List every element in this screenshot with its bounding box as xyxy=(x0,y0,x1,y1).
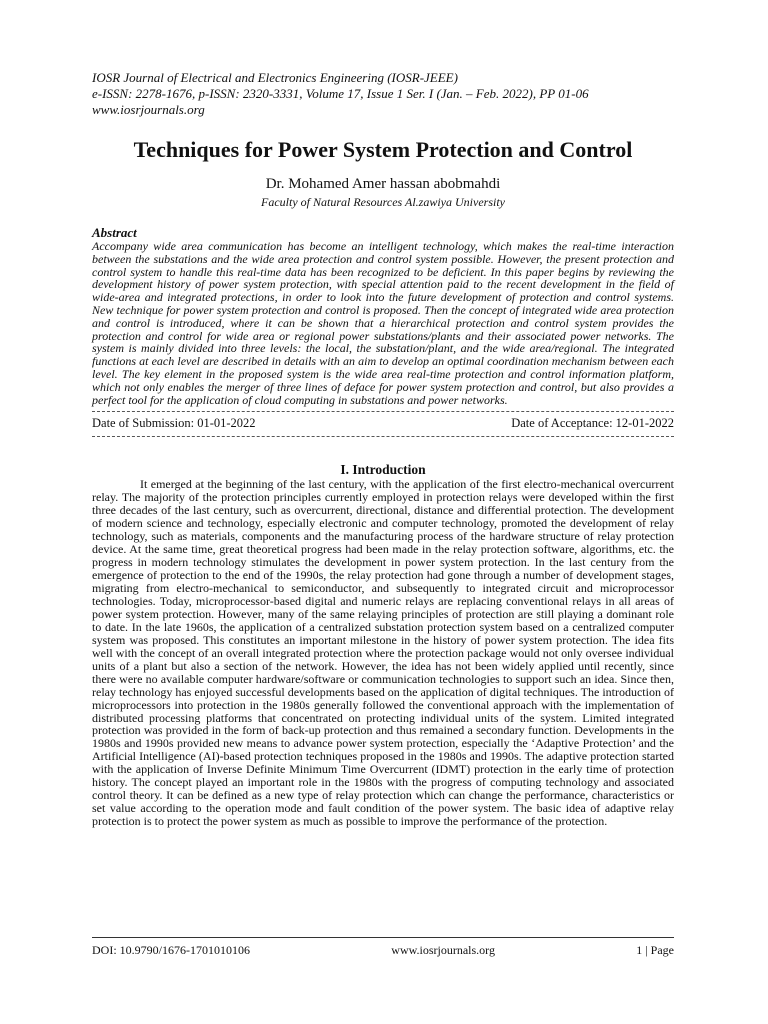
dashed-divider xyxy=(92,411,674,412)
journal-header xyxy=(92,70,674,118)
abstract-heading: Abstract xyxy=(92,225,137,240)
section-heading: I. Introduction xyxy=(340,462,426,478)
submission-date: Date of Submission: 01-01-2022 xyxy=(92,416,256,431)
journal-website[interactable]: www.iosrjournals.org xyxy=(92,102,205,117)
footer-page-number: 1 | Page xyxy=(636,943,674,957)
dashed-divider xyxy=(92,436,674,437)
footer-website[interactable]: www.iosrjournals.org xyxy=(391,943,495,957)
abstract-text: Accompany wide area communication has become an intelligent technology, which makes the real-time interaction between the substations and the wide area protection and control system possible. However, the present protection and control system to handle this real-time data has been recognized to be deficient. In this paper begins by reviewing the development history of power system protection, with special attention paid to the recent development in the field of wide-area and integrated protections, in order to look into the future development of protection and control systems. New technique for power system protection and control is proposed. Then the concept of integrated wide area protection and control is introduced, where it can be shown that a hierarchical protection and control system provides the protection and control for wide area or regional power substations/plants and their associated power networks. The system is mainly divided into three levels: the local, the substation/plant, and the wide area/regional. The integrated functions at each level are described in details with an aim to develop an optimal coordination mechanism between each level. The key element in the proposed system is the wide area real-time protection and control information platform, which not only enables the merger of three lines of deface for power system protection and control, but also provides a perfect tool for the application of cloud computing in substations and power networks. xyxy=(92,239,674,407)
introduction-section xyxy=(92,462,674,828)
author-affiliation: Faculty of Natural Resources Al.zawiya University xyxy=(261,195,505,209)
acceptance-date: Date of Acceptance: 12-01-2022 xyxy=(511,416,674,431)
introduction-paragraph: It emerged at the beginning of the last century, with the application of the first electro-mechanical overcurrent relay. The majority of the protection principles currently employed in protection relays were developed within the first three decades of the last century, such as overcurrent, directional, distance and differential protection. The development of modern science and technology, especially electronic and computer technology, promoted the development of relay technology, such as materials, components and the manufacturing process of the hardware structure of relay protection device. At the same time, great theoretical progress had been made in the relay protection software, algorithms, etc. the progress in modern technology stimulates the development in power system protection. In the last century from the emergence of protection to the end of the 1990s, the relay protection had gone through a number of development stages, migrating from electro-mechanical to semiconductor, and subsequently to integrated circuit and microprocessor technologies. Today, microprocessor-based digital and numeric relays are replacing conventional relays in all areas of power system protection. However, many of the same relaying principles of protection are still playing a dominant role to date. In the late 1960s, the application of a centralized substation protection system based on a centralized computer system was proposed. This constitutes an important milestone in the history of power system protection. The idea fits well with the concept of an overall integrated protection where the protection package would not only oversee individual units of a plant but also a section of the network. However, the idea has not been widely applied until recently, since there were no available computer hardware/software or communication technologies to support such an idea. Since then, relay technology has enjoyed successful developments based on the application of digital techniques. The introduction of microprocessors into protection in the 1980s generally followed the conventional approach with the implementation of distributed processing platforms that concentrated on protecting individual units of the system. Limited integrated protection was provided in the form of back-up protection and thus remained a secondary function. Developments in the 1980s and 1990s provided new means to advance power system protection, especially the ‘Adaptive Protection’ and the Artificial Intelligence (AI)-based protection techniques proposed in the 1980s and 1990s. The adaptive protection started with the application of Inverse Definite Minimum Time Overcurrent (IDMT) protection in the early time of protection history. The concept played an important role in the 1980s with the progress of computing technology and associated control theory. It can be defined as a new type of relay protection which can change the performance, characteristics or set value according to the operation mode and fault condition of the power system. The basic idea of adaptive relay protection is to protect the power system as much as possible to improve the performance of the protection. xyxy=(92,477,674,829)
paper-title: Techniques for Power System Protection and Control xyxy=(133,137,633,162)
page-footer xyxy=(92,937,674,957)
journal-title: IOSR Journal of Electrical and Electronics Engineering (IOSR-JEEE) xyxy=(92,70,458,85)
abstract-section xyxy=(92,226,674,406)
issn-line: e-ISSN: 2278-1676, p-ISSN: 2320-3331, Volume 17, Issue 1 Ser. I (Jan. – Feb. 2022), PP 01-06 xyxy=(92,86,589,101)
author-name: Dr. Mohamed Amer hassan abobmahdi xyxy=(265,176,501,192)
dates-row xyxy=(92,416,674,431)
footer-doi: DOI: 10.9790/1676-1701010106 xyxy=(92,943,250,957)
